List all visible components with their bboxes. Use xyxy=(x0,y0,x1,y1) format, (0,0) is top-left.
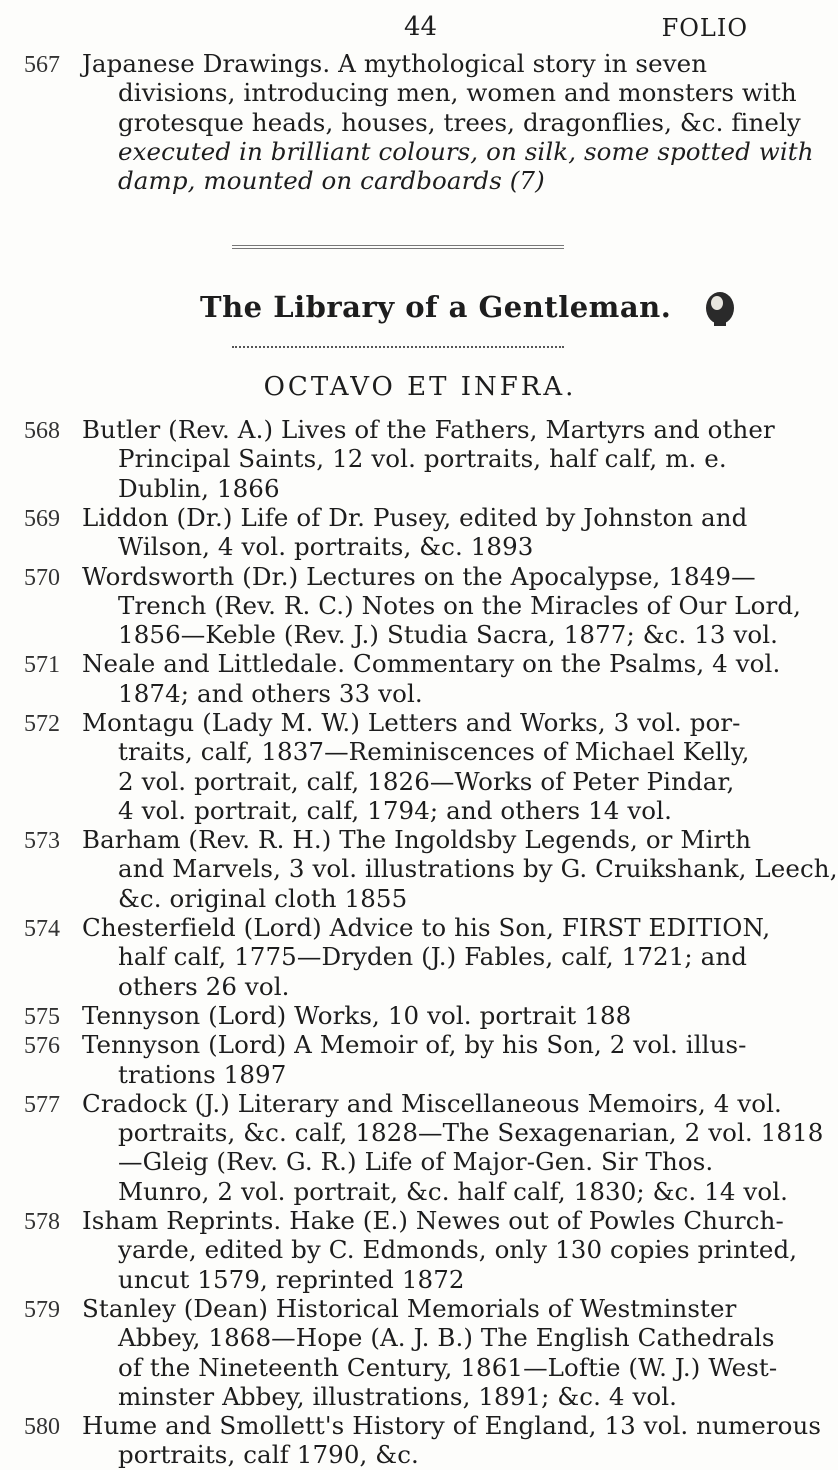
description-line: &c. original cloth 1855 xyxy=(118,883,408,913)
description-line: and Marvels, 3 vol. illustrations by G. Cruikshank, Leech, xyxy=(118,854,838,884)
lot-number: 574 xyxy=(24,916,60,943)
description-line: others 26 vol. xyxy=(118,971,290,1001)
collection-title: The Library of a Gentleman. xyxy=(200,290,672,324)
description-line: 1874; and others 33 vol. xyxy=(118,678,423,708)
description-line: portraits, &c. calf, 1828—The Sexagenarian, 2 vol. 1818 xyxy=(118,1118,824,1148)
collection-heading-row xyxy=(0,282,800,332)
section-heading: FOLIO xyxy=(661,14,748,42)
lot-number: 573 xyxy=(24,828,60,855)
subheading: OCTAVO ET INFRA. xyxy=(263,372,577,402)
description-line: Butler (Rev. A.) Lives of the Fathers, Martyrs and other xyxy=(82,415,775,444)
lot-description xyxy=(82,825,838,913)
description-line: minster Abbey, illustrations, 1891; &c. 4 vol. xyxy=(118,1381,678,1411)
description-line: 4 vol. portrait, calf, 1794; and others 14 vol. xyxy=(118,795,672,825)
description-line: traits, calf, 1837—Reminiscences of Michael Kelly, xyxy=(118,737,750,767)
lot-number: 567 xyxy=(24,52,60,78)
lot-number: 580 xyxy=(24,1414,60,1441)
lot-description xyxy=(82,415,774,503)
description-line: damp, mounted on cardboards (7) xyxy=(118,166,545,196)
description-line: yarde, edited by C. Edmonds, only 130 copies printed, xyxy=(118,1235,798,1265)
description-line: of the Nineteenth Century, 1861—Loftie (W. J.) West- xyxy=(118,1352,778,1382)
lot-description xyxy=(82,49,814,196)
lot-description xyxy=(82,561,802,650)
description-line: divisions, introducing men, women and monsters with xyxy=(118,78,797,108)
lot-description xyxy=(82,1294,778,1411)
description-line: Japanese Drawings. A mythological story in seven xyxy=(82,49,708,78)
description-line: 2 vol. portrait, calf, 1826—Works of Peter Pindar, xyxy=(118,766,735,796)
page-number: 44 xyxy=(404,12,438,42)
description-line: Munro, 2 vol. portrait, &c. half calf, 1830; &c. 14 vol. xyxy=(118,1176,789,1206)
lot-number: 575 xyxy=(24,1004,60,1030)
description-line: Dublin, 1866 xyxy=(118,473,280,503)
lot-number: 579 xyxy=(24,1297,60,1323)
lot-number: 572 xyxy=(24,711,60,737)
lot-description xyxy=(82,1001,774,1030)
lot-number: 569 xyxy=(24,505,60,532)
description-line: half calf, 1775—Dryden (J.) Fables, calf, 1721; and xyxy=(118,942,748,972)
lot-description xyxy=(82,649,781,708)
lot-number: 578 xyxy=(24,1209,60,1236)
lot-description xyxy=(82,1088,824,1206)
description-line: Tennyson (Lord) Works, 10 vol. portrait 188 xyxy=(82,1001,632,1030)
description-line: Barham (Rev. R. H.) The Ingoldsby Legends, or Mirth xyxy=(82,825,752,855)
lot-description xyxy=(82,708,774,825)
lot-description xyxy=(82,1030,774,1089)
description-line: uncut 1579, reprinted 1872 xyxy=(118,1264,465,1294)
description-line: Cradock (J.) Literary and Miscellaneous Memoirs, 4 vol. xyxy=(82,1088,782,1118)
lot-number: 571 xyxy=(24,652,60,679)
description-line: Abbey, 1868—Hope (A. J. B.) The English Cathedrals xyxy=(118,1323,775,1353)
lot-number: 568 xyxy=(24,418,60,444)
lot-number: 576 xyxy=(24,1033,60,1060)
description-line: Liddon (Dr.) Life of Dr. Pusey, edited by Johnston and xyxy=(82,502,748,532)
divider-rule xyxy=(232,245,564,246)
description-line: Isham Reprints. Hake (E.) Newes out of Powles Church- xyxy=(82,1206,784,1236)
description-line: executed in brilliant colours, on silk, some spotted with xyxy=(118,136,814,166)
description-line: trations 1897 xyxy=(118,1059,287,1089)
description-line: Chesterfield (Lord) Advice to his Son, FIRST EDITION, xyxy=(82,913,771,943)
description-line: Trench (Rev. R. C.) Notes on the Miracles of Our Lord, xyxy=(118,590,802,620)
lot-description xyxy=(82,1206,798,1294)
description-line: Wordsworth (Dr.) Lectures on the Apocalypse, 1849— xyxy=(82,561,756,591)
description-line: Stanley (Dean) Historical Memorials of Westminster xyxy=(82,1294,737,1323)
page-header xyxy=(0,12,800,52)
description-line: Montagu (Lady M. W.) Letters and Works, 3 vol. por- xyxy=(82,708,741,737)
description-line: Principal Saints, 12 vol. portraits, half calf, m. e. xyxy=(118,444,727,474)
description-line: portraits, calf 1790, &c. xyxy=(118,1440,419,1470)
lot-number: 570 xyxy=(24,564,60,591)
description-line: Wilson, 4 vol. portraits, &c. 1893 xyxy=(118,532,534,562)
divider-rule xyxy=(232,248,564,249)
lot-description xyxy=(82,1411,822,1470)
description-line: Neale and Littledale. Commentary on the Psalms, 4 vol. xyxy=(82,649,781,679)
description-line: Tennyson (Lord) A Memoir of, by his Son, 2 vol. illus- xyxy=(82,1030,747,1060)
divider-rule xyxy=(232,346,564,349)
description-line: —Gleig (Rev. G. R.) Life of Major-Gen. Sir Thos. xyxy=(118,1147,714,1177)
lot-description xyxy=(82,503,774,562)
lot-number: 577 xyxy=(24,1091,60,1118)
description-line: Hume and Smollett's History of England, 13 vol. numerous xyxy=(82,1411,822,1441)
lot-description xyxy=(82,913,774,1001)
description-line: grotesque heads, houses, trees, dragonflies, &c. finely xyxy=(118,107,801,137)
seated-figure-vignette-icon xyxy=(700,286,740,328)
description-line: 1856—Keble (Rev. J.) Studia Sacra, 1877; &c. 13 vol. xyxy=(118,620,779,650)
